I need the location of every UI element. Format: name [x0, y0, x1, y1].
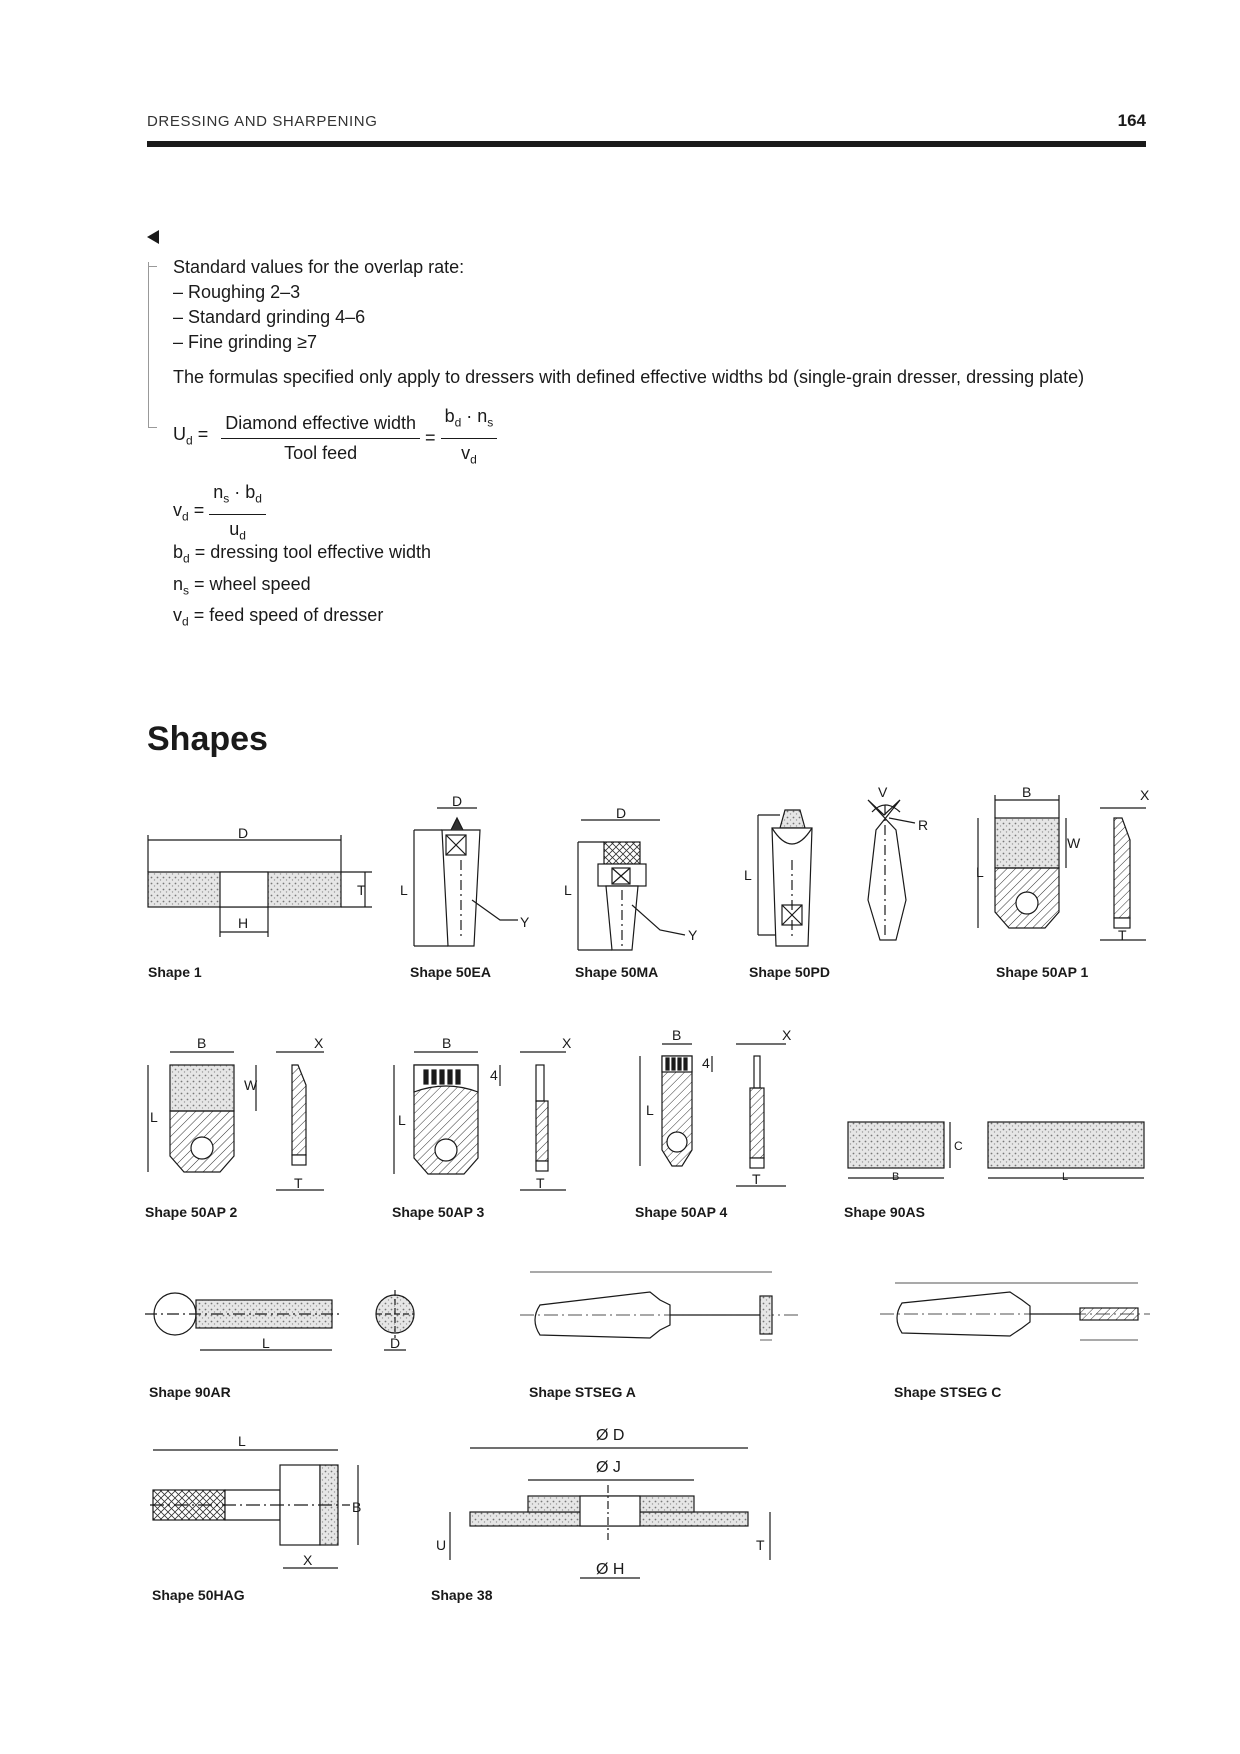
caption-shape50hag: Shape 50HAG	[152, 1587, 245, 1603]
svg-text:D: D	[452, 793, 463, 809]
svg-text:X: X	[562, 1035, 572, 1051]
section-title: Shapes	[147, 720, 268, 758]
shape1-dim-h: H	[238, 915, 249, 931]
legend-vd: $v_d$ = feed speed of dresser	[173, 605, 384, 629]
feed-formula: $v_d$ = $\frac{n_s \cdot b_d}{u_d}$	[173, 480, 266, 548]
page-number: 164	[1117, 111, 1146, 130]
svg-text:4: 4	[702, 1055, 710, 1071]
svg-text:L: L	[646, 1102, 654, 1118]
legend-bd: $b_d$ = dressing tool effective width	[173, 542, 432, 566]
svg-text:B: B	[892, 1171, 900, 1183]
caption-shapestsega: Shape STSEG A	[529, 1384, 636, 1400]
shape1-dim-d: D	[238, 825, 249, 841]
shape50ap4-drawing	[640, 1044, 786, 1186]
shape1-dim-t: T	[357, 882, 366, 898]
caption-shape1: Shape 1	[148, 964, 202, 980]
svg-text:Y: Y	[688, 927, 698, 943]
shape50ap1-drawing	[978, 795, 1146, 940]
caption-shape50ap2: Shape 50AP 2	[145, 1204, 238, 1220]
formula1-denominator: Tool feed	[284, 442, 358, 463]
svg-text:X: X	[1140, 787, 1150, 803]
svg-text:D: D	[616, 805, 627, 821]
svg-text:V: V	[878, 784, 888, 800]
svg-text:R: R	[918, 817, 929, 833]
shape50ea-drawing	[414, 808, 518, 946]
svg-text:B: B	[442, 1035, 452, 1051]
formula1-numerator: Diamond effective width	[221, 411, 420, 439]
overlap-roughing: – Roughing 2–3	[173, 282, 301, 302]
overlap-standard: – Standard grinding 4–6	[173, 307, 366, 327]
svg-text:W: W	[1067, 835, 1081, 851]
caption-shape50pd: Shape 50PD	[749, 964, 830, 980]
shape50ap3-drawing	[394, 1052, 566, 1190]
caption-shape90ar: Shape 90AR	[149, 1384, 231, 1400]
svg-text:L: L	[1062, 1171, 1069, 1183]
caption-shape50ap1: Shape 50AP 1	[996, 964, 1089, 980]
shape90as-drawing	[848, 1122, 1144, 1178]
svg-text:X: X	[303, 1552, 313, 1568]
svg-text:C: C	[954, 1139, 963, 1153]
svg-text:T: T	[752, 1171, 761, 1187]
svg-text:Y: Y	[520, 914, 530, 930]
shape50pd-drawing	[758, 800, 915, 946]
svg-text:L: L	[976, 864, 984, 880]
overlap-fine: – Fine grinding ≥7	[173, 332, 317, 352]
caption-shape50ap4: Shape 50AP 4	[635, 1204, 728, 1220]
svg-text:X: X	[314, 1035, 324, 1051]
svg-text:B: B	[197, 1035, 207, 1051]
shape50ma-drawing	[578, 820, 685, 950]
caption-shape50ea: Shape 50EA	[410, 964, 491, 980]
svg-text:T: T	[1118, 927, 1127, 943]
shapestsegc-drawing	[880, 1283, 1150, 1340]
svg-text:Ø J: Ø J	[596, 1459, 621, 1476]
svg-text:X: X	[782, 1027, 792, 1043]
running-header-title: DRESSING AND SHARPENING	[147, 113, 378, 130]
shape50hag-drawing	[150, 1450, 358, 1568]
shape50ap2-drawing	[148, 1052, 324, 1190]
svg-text:4: 4	[490, 1067, 498, 1083]
caption-shape50ma: Shape 50MA	[575, 964, 659, 980]
svg-text:Ø D: Ø D	[596, 1427, 625, 1444]
svg-text:T: T	[536, 1175, 545, 1191]
caption-shape90as: Shape 90AS	[844, 1204, 925, 1220]
caption-shape38: Shape 38	[431, 1587, 493, 1603]
shapestsega-drawing	[520, 1272, 800, 1340]
caption-shapestsegc: Shape STSEG C	[894, 1384, 1002, 1400]
svg-text:L: L	[150, 1109, 158, 1125]
svg-text:B: B	[1022, 784, 1032, 800]
svg-text:U: U	[436, 1537, 447, 1553]
caption-shape50ap3: Shape 50AP 3	[392, 1204, 485, 1220]
shape90ar-drawing	[145, 1290, 414, 1350]
svg-text:L: L	[238, 1433, 246, 1449]
svg-text:L: L	[262, 1335, 270, 1351]
svg-text:L: L	[564, 882, 572, 898]
svg-text:D: D	[390, 1335, 401, 1351]
overlap-rate-heading: Standard values for the overlap rate:	[173, 257, 465, 277]
svg-text:B: B	[352, 1499, 362, 1515]
svg-text:W: W	[244, 1077, 258, 1093]
svg-text:T: T	[294, 1175, 303, 1191]
svg-text:L: L	[744, 867, 752, 883]
shape1-drawing	[148, 835, 372, 937]
overlap-formula: $U_d$ = $\frac{\text{Diamond effective width}}{\text{Tool feed}}$ = $\frac{b_d \cdot n_s}{v_d}$	[173, 404, 497, 472]
formula-note: The formulas specified only apply to dressers with defined effective widths bd (single-grain dresser, dressing plate)	[173, 367, 1085, 387]
svg-text:L: L	[398, 1112, 406, 1128]
svg-text:B: B	[672, 1027, 682, 1043]
legend-ns: $n_s$ = wheel speed	[173, 573, 311, 598]
svg-text:Ø H: Ø H	[596, 1561, 625, 1578]
svg-text:L: L	[400, 882, 408, 898]
svg-text:T: T	[756, 1537, 765, 1553]
